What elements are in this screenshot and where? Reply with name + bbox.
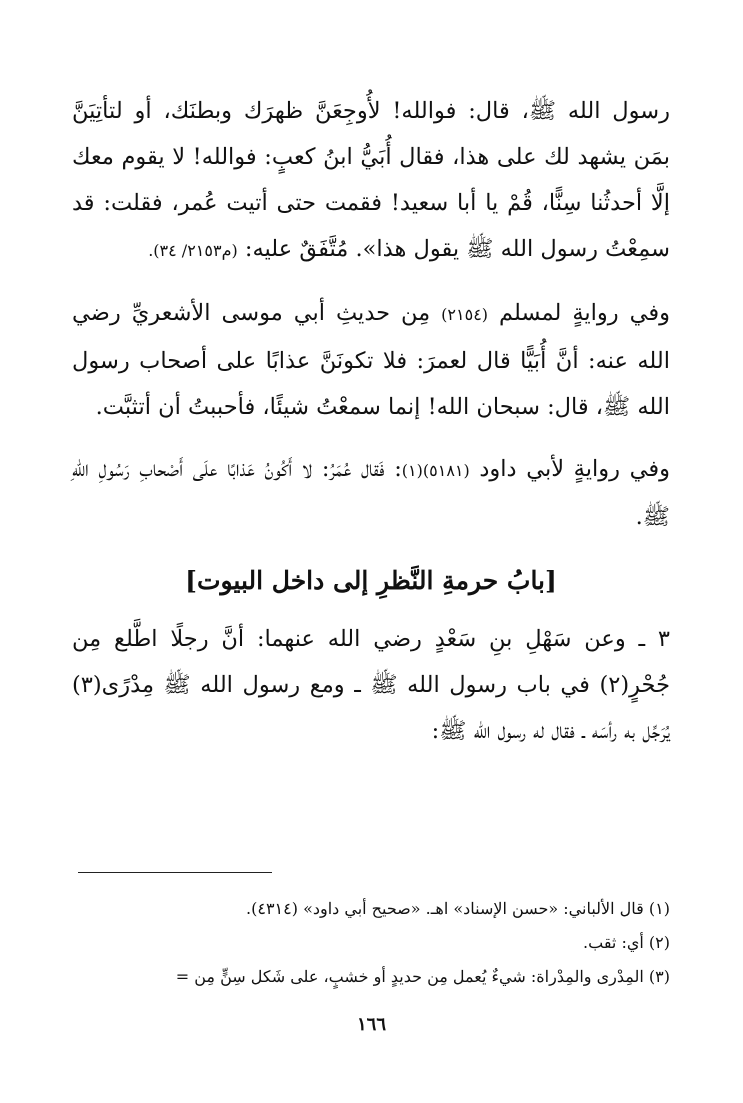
page-number: ١٦٦ [356, 1014, 386, 1035]
footnote-2: (٢) أي: ثقب. [583, 933, 670, 952]
paragraph-3-intro: وفي روايةٍ لأبي داود [469, 456, 671, 482]
chapter-heading: [بابُ حرمةِ النَّظرِ إلى داخل البيوت] [185, 566, 557, 595]
footnote-separator [78, 872, 272, 873]
paragraph-3-number: (٥١٨١)(١) [401, 461, 470, 480]
paragraph-1 [72, 88, 670, 274]
paragraph-3-text: : فَقال عُمَرُ: لا أَكُونُ عَذابًا علَى أَصْحابِ رَسُولِ اللهِ ﷺ. [72, 456, 670, 530]
main-text [72, 88, 670, 754]
hadith-3: ٣ ـ وعن سَهْلِ بنِ سَعْدٍ رضي الله عنهما: أنَّ رجلًا اطَّلع مِن جُحْرٍ(٢) في باب رسول الله ﷺ ـ ومع رسول الله ﷺ مِدْرًى(٣) يُرَجِّل به رأسَه ـ فقال له رسول الله ﷺ: [72, 626, 670, 744]
paragraph-2-text: مِن حديثِ أبي موسى الأشعريِّ رضي الله عنه: أنَّ أُبَيًّا قال لعمرَ: فلا تكونَنَّ عذابًا على أصحاب رسول الله ﷺ، قال: سبحان الله! إنما سمعْتُ شيئًا، فأحببتُ أن أتثبَّت. [72, 300, 670, 420]
paragraph-1-reference: (م٢١٥٣/ ٣٤). [148, 241, 238, 260]
paragraph-1-text: رسول الله ﷺ، قال: فوالله! لأُوجِعَنَّ ظهرَك وبطنَك، أو لتأتِيَنَّ بمَن يشهد لك على هذا، فقال أُبَيُّ ابنُ كعبٍ: فوالله! لا يقوم معك إلَّا أحدثُنا سِنًّا، قُمْ يا أبا سعيد! فقمت حتى أتيت عُمر، فقلت: قد سمِعْتُ رسول الله ﷺ يقول هذا». مُتَّفَقٌ عليه: [72, 98, 670, 262]
footnote-1: (١) قال الألباني: «حسن الإسناد» اهـ. «صحيح أبي داود» (٤٣١٤). [246, 899, 670, 918]
paragraph-3 [72, 446, 670, 540]
paragraph-2-number: (٢١٥٤) [441, 305, 489, 324]
paragraph-2 [72, 290, 670, 430]
footnote-3: (٣) المِدْرى والمِدْراة: شيءٌ يُعمل مِن حديدٍ أو خشبٍ، على شَكل سِنٍّ مِن = [175, 967, 670, 986]
paragraph-2-intro: وفي روايةٍ لمسلم [488, 300, 670, 326]
footnotes [72, 892, 670, 994]
